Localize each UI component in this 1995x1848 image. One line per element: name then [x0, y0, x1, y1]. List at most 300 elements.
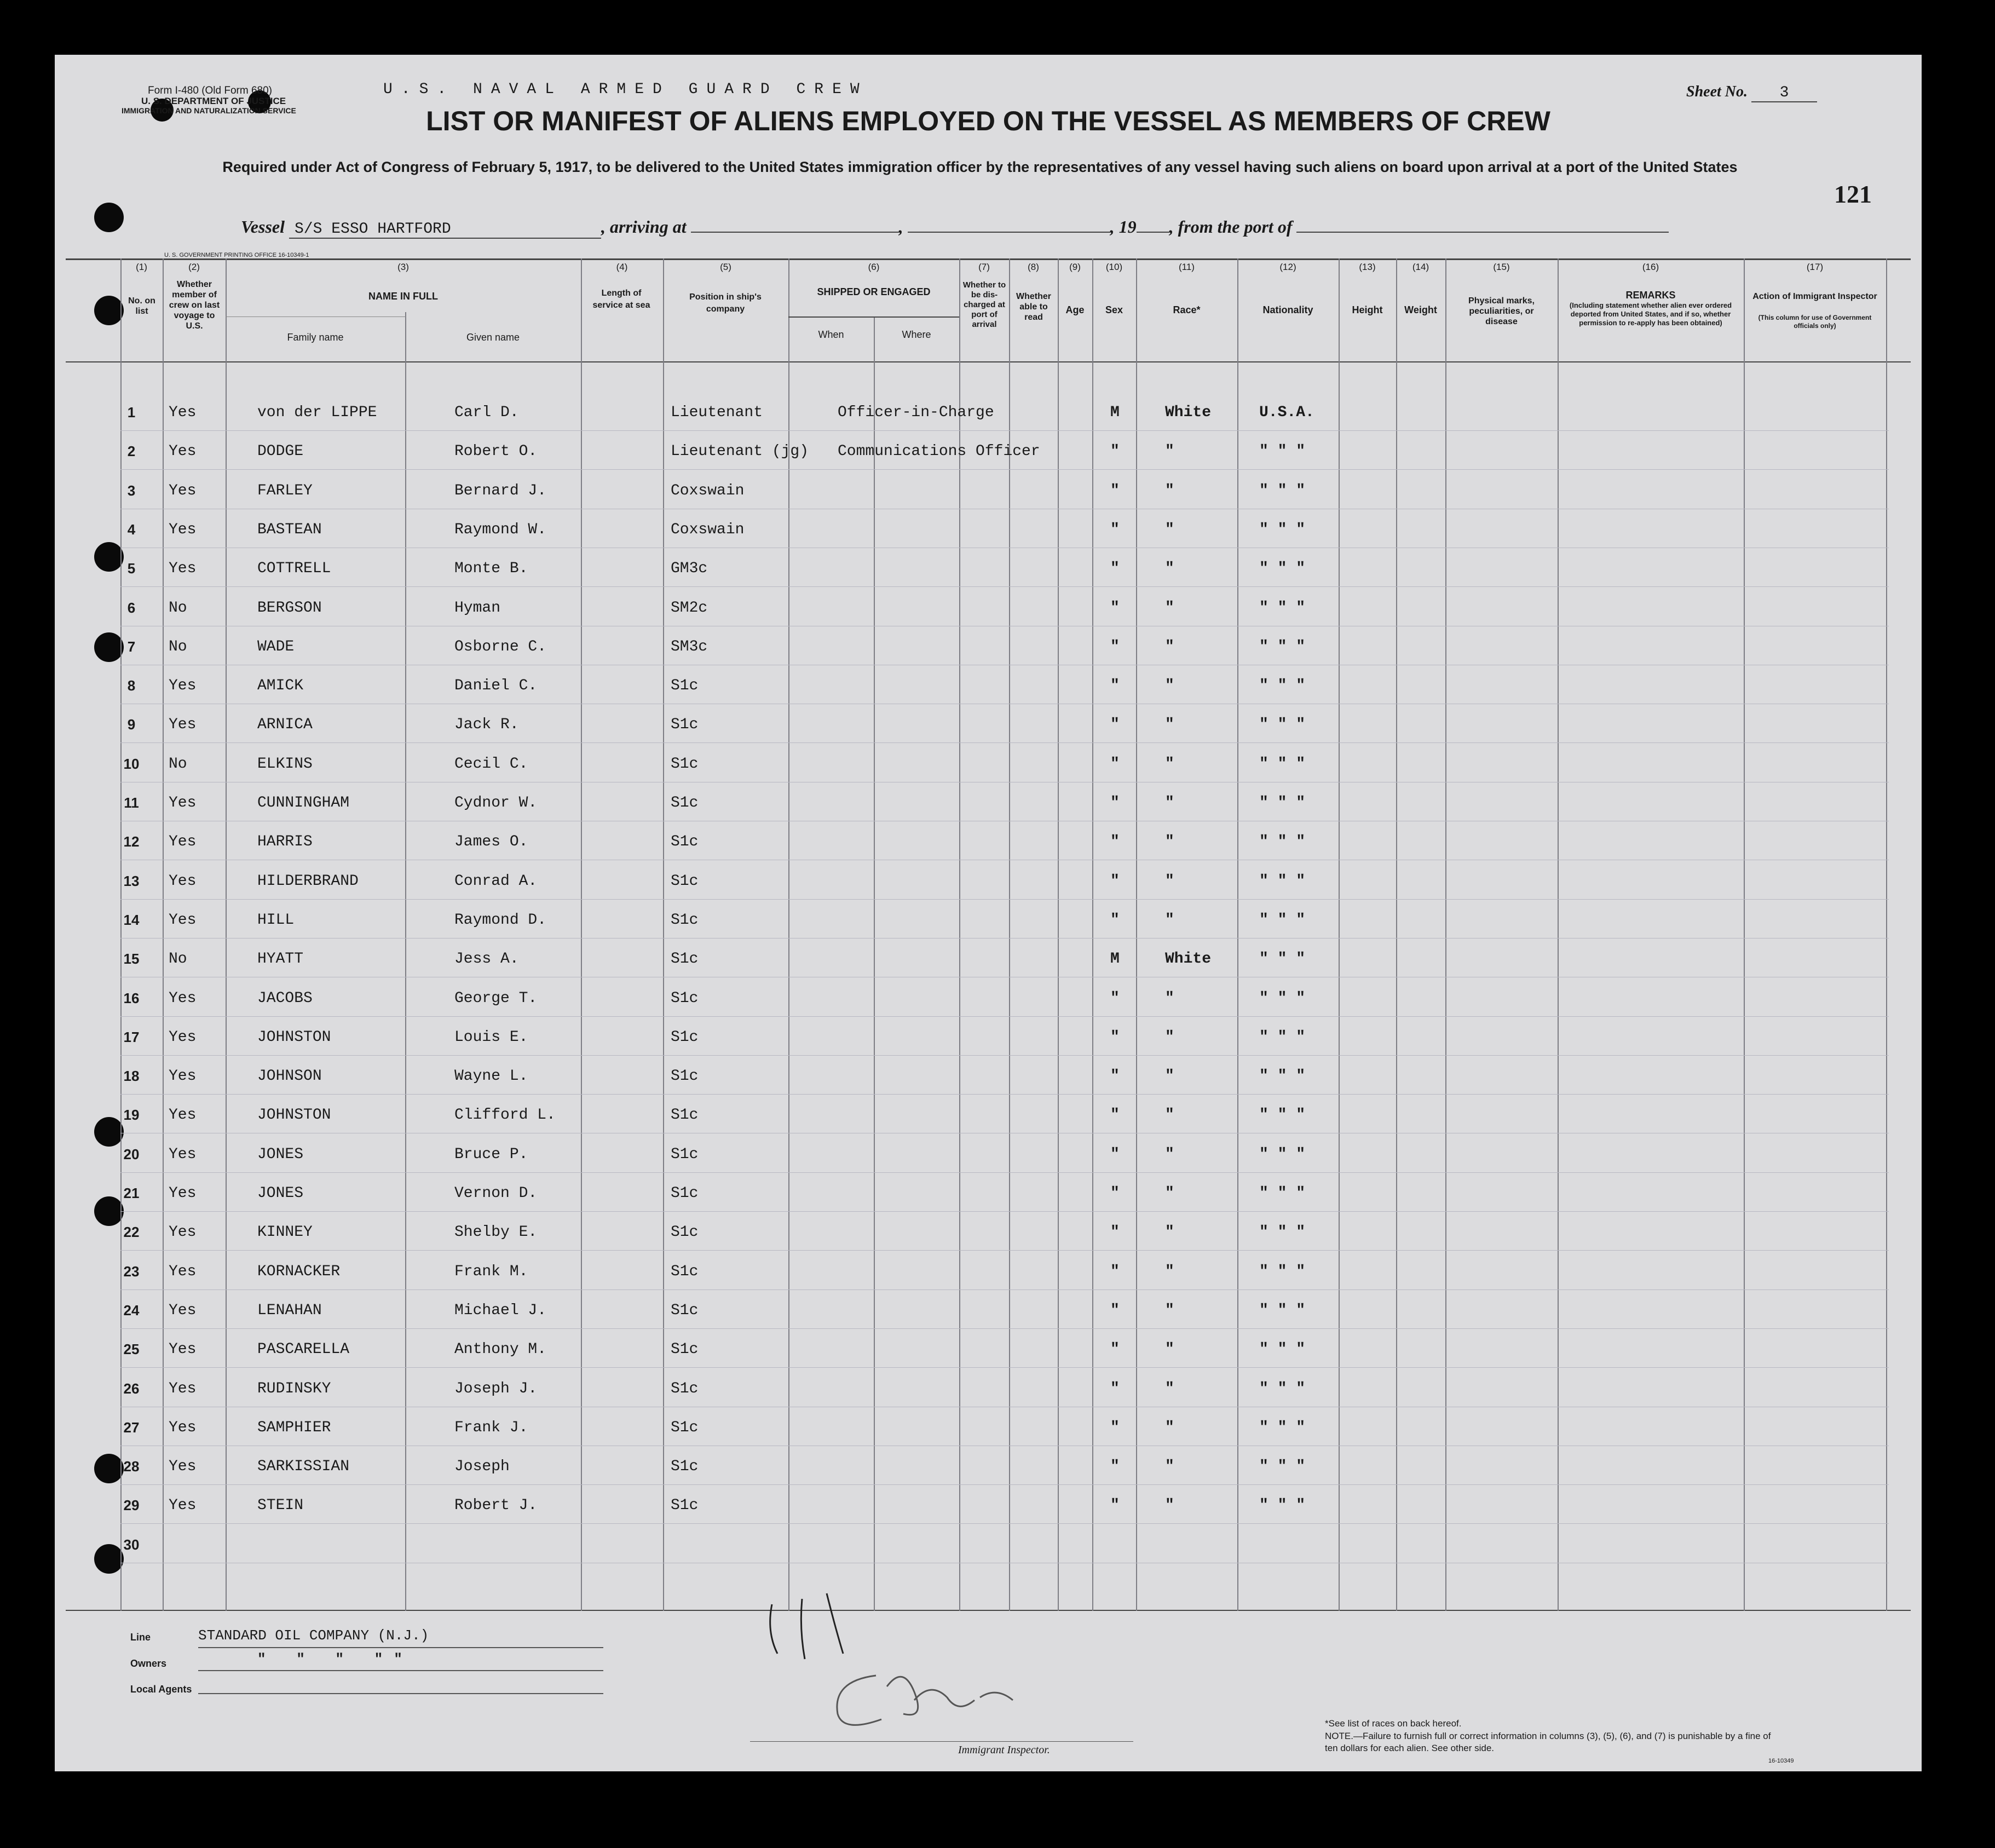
- row-number: 28: [123, 1458, 140, 1475]
- table-row: [55, 433, 1922, 473]
- col-head-no: No. on list: [128, 296, 155, 316]
- last-voyage-cell: Yes: [169, 1341, 197, 1358]
- col-num-15: (15): [1493, 262, 1510, 272]
- col-head-service: Length of service at sea: [592, 289, 650, 310]
- col-head-where: Where: [902, 329, 931, 340]
- given-name-cell: Anthony M.: [454, 1341, 547, 1358]
- sex-cell: ": [1110, 1146, 1120, 1163]
- crew-type: U.S. NAVAL ARMED GUARD CREW: [383, 81, 868, 98]
- last-voyage-cell: No: [169, 756, 187, 773]
- given-name-cell: Cydnor W.: [454, 795, 538, 811]
- last-voyage-cell: Yes: [169, 1029, 197, 1046]
- position-cell: S1c: [671, 873, 699, 890]
- col-num-10: (10): [1105, 262, 1123, 272]
- col-num-6: (6): [868, 262, 880, 272]
- nationality-cell: " " ": [1259, 795, 1306, 811]
- owners-value: " " " "": [257, 1651, 413, 1667]
- punch-hole: [94, 203, 124, 232]
- row-number: 11: [124, 795, 139, 811]
- last-voyage-cell: Yes: [169, 1380, 197, 1397]
- sex-cell: ": [1110, 1224, 1120, 1241]
- row-number: 9: [127, 716, 136, 733]
- race-cell: ": [1165, 1068, 1174, 1085]
- col-head-remarks: REMARKS: [1625, 290, 1676, 301]
- nationality-cell: " " ": [1259, 1302, 1306, 1319]
- row-number: 30: [123, 1536, 140, 1553]
- given-name-cell: Shelby E.: [454, 1224, 538, 1241]
- given-name-cell: Clifford L.: [454, 1107, 556, 1124]
- position-cell: S1c: [671, 990, 699, 1007]
- position-cell: S1c: [671, 1497, 699, 1514]
- table-row: [55, 473, 1922, 512]
- last-voyage-cell: Yes: [169, 1458, 197, 1475]
- family-name-cell: HYATT: [257, 951, 304, 968]
- last-voyage-cell: Yes: [169, 716, 197, 733]
- last-voyage-cell: Yes: [169, 404, 197, 421]
- given-name-cell: Hyman: [454, 600, 501, 617]
- table-row: [55, 550, 1922, 590]
- row-rule: [120, 742, 1889, 743]
- nationality-cell: " " ": [1259, 1497, 1306, 1514]
- shipped-cell: Communications Officer: [838, 443, 1040, 460]
- last-voyage-cell: Yes: [169, 443, 197, 460]
- nationality-cell: " " ": [1259, 1458, 1306, 1475]
- row-number: 6: [127, 600, 136, 616]
- position-cell: S1c: [671, 912, 699, 929]
- line-value: STANDARD OIL COMPANY (N.J.): [198, 1627, 429, 1644]
- last-voyage-cell: Yes: [169, 990, 197, 1007]
- table-row: [55, 824, 1922, 863]
- sex-cell: ": [1110, 443, 1120, 460]
- year-label: 19: [1118, 217, 1137, 237]
- nationality-cell: " " ": [1259, 1224, 1306, 1241]
- row-number: 23: [123, 1263, 140, 1280]
- family-name-cell: HILDERBRAND: [257, 873, 359, 890]
- col-head-when: When: [818, 329, 844, 340]
- col-num-8: (8): [1028, 262, 1039, 272]
- sex-cell: ": [1110, 1185, 1120, 1202]
- family-name-cell: KORNACKER: [257, 1263, 341, 1280]
- given-name-cell: Daniel C.: [454, 677, 538, 694]
- row-number: 18: [123, 1068, 140, 1084]
- col-num-13: (13): [1359, 262, 1376, 272]
- table-row: [55, 1058, 1922, 1097]
- inspector-signature: [739, 1582, 1177, 1763]
- sex-cell: ": [1110, 1029, 1120, 1046]
- table-row: [55, 394, 1922, 434]
- row-number: 29: [123, 1497, 140, 1513]
- row-number: 8: [127, 677, 136, 694]
- race-cell: ": [1165, 1029, 1174, 1046]
- col-head-inspector: Action of Immigrant Inspector: [1752, 292, 1877, 301]
- last-voyage-cell: Yes: [169, 482, 197, 499]
- col-num-1: (1): [136, 262, 147, 272]
- position-cell: S1c: [671, 1146, 699, 1163]
- sex-cell: ": [1110, 1068, 1120, 1085]
- nationality-cell: " " ": [1259, 638, 1306, 655]
- nationality-cell: " " ": [1259, 443, 1306, 460]
- col-head-remarks-note: (Including statement whether alien ever ordered deported from United States, and if so, whether permission to re-apply has been obtained): [1569, 301, 1732, 327]
- given-name-cell: Raymond W.: [454, 521, 547, 538]
- form-number: Form I-480 (Old Form 680): [148, 85, 272, 96]
- sex-cell: ": [1110, 990, 1120, 1007]
- nationality-cell: U.S.A.: [1259, 404, 1314, 421]
- family-name-cell: CUNNINGHAM: [257, 795, 350, 811]
- nationality-cell: " " ": [1259, 912, 1306, 929]
- sex-cell: ": [1110, 716, 1120, 733]
- table-row: [55, 1136, 1922, 1176]
- row-rule: [120, 899, 1889, 900]
- table-row: [55, 1019, 1922, 1058]
- last-voyage-cell: Yes: [169, 1302, 197, 1319]
- race-cell: ": [1165, 795, 1174, 811]
- row-number: 16: [123, 990, 140, 1006]
- col-num-12: (12): [1279, 262, 1296, 272]
- nationality-cell: " " ": [1259, 1185, 1306, 1202]
- position-cell: Coxswain: [671, 521, 745, 538]
- table-row: [55, 746, 1922, 785]
- row-number: 13: [123, 873, 140, 889]
- table-row: [55, 1331, 1922, 1371]
- race-cell: ": [1165, 716, 1174, 733]
- position-cell: S1c: [671, 716, 699, 733]
- race-cell: ": [1165, 1302, 1174, 1319]
- given-name-cell: Bernard J.: [454, 482, 547, 499]
- col-num-4: (4): [616, 262, 628, 272]
- row-number: 20: [123, 1146, 140, 1162]
- nationality-cell: " " ": [1259, 833, 1306, 850]
- row-rule: [120, 430, 1889, 431]
- table-row: [55, 980, 1922, 1020]
- sex-cell: ": [1110, 1341, 1120, 1358]
- given-name-cell: Michael J.: [454, 1302, 547, 1319]
- given-name-cell: Monte B.: [454, 560, 528, 577]
- family-name-cell: ARNICA: [257, 716, 313, 733]
- table-row: [55, 1214, 1922, 1253]
- nationality-cell: " " ": [1259, 1341, 1306, 1358]
- sex-cell: ": [1110, 600, 1120, 617]
- nationality-cell: " " ": [1259, 560, 1306, 577]
- table-row: [55, 706, 1922, 746]
- given-name-cell: Joseph J.: [454, 1380, 538, 1397]
- row-rule: [120, 1328, 1889, 1329]
- table-row: [55, 1487, 1922, 1527]
- position-cell: S1c: [671, 951, 699, 968]
- col-head-read: Whether able to read: [1016, 292, 1051, 322]
- from-port-field[interactable]: [1296, 232, 1669, 233]
- row-number: 15: [123, 951, 140, 967]
- position-cell: S1c: [671, 1107, 699, 1124]
- sheet-label: [1686, 83, 1817, 102]
- row-rule: [120, 1055, 1889, 1056]
- given-name-cell: Robert O.: [454, 443, 538, 460]
- table-head-rule: [66, 361, 1911, 362]
- col-num-17: (17): [1806, 262, 1824, 272]
- family-name-cell: HARRIS: [257, 833, 313, 850]
- page-title: LIST OR MANIFEST OF ALIENS EMPLOYED ON THE VESSEL AS MEMBERS OF CREW: [426, 106, 1550, 136]
- position-cell: S1c: [671, 1458, 699, 1475]
- given-name-cell: Bruce P.: [454, 1146, 528, 1163]
- sex-cell: ": [1110, 1380, 1120, 1397]
- arriving-date-field[interactable]: [908, 232, 1110, 233]
- last-voyage-cell: Yes: [169, 1146, 197, 1163]
- position-cell: S1c: [671, 1224, 699, 1241]
- given-name-cell: James O.: [454, 833, 528, 850]
- sheet-label-text: Sheet No.: [1686, 83, 1748, 100]
- position-cell: Coxswain: [671, 482, 745, 499]
- row-rule: [120, 1172, 1889, 1173]
- col-num-2: (2): [188, 262, 200, 272]
- col-head-weight: Weight: [1404, 304, 1437, 315]
- page-number: 121: [1834, 180, 1872, 208]
- col-head-position: Position in ship's company: [689, 292, 762, 314]
- row-rule: [120, 1016, 1889, 1017]
- inspector-label: Immigrant Inspector.: [958, 1744, 1050, 1756]
- family-name-cell: SARKISSIAN: [257, 1458, 350, 1475]
- table-row: [55, 1097, 1922, 1136]
- race-cell: ": [1165, 912, 1174, 929]
- position-cell: S1c: [671, 756, 699, 773]
- col-num-11: (11): [1179, 262, 1195, 272]
- given-name-cell: Cecil C.: [454, 756, 528, 773]
- position-cell: S1c: [671, 1263, 699, 1280]
- service-name: IMMIGRATION AND NATURALIZATION SERVICE: [122, 106, 296, 115]
- position-cell: Lieutenant (jg): [671, 443, 809, 460]
- sex-cell: ": [1110, 795, 1120, 811]
- race-cell: ": [1165, 756, 1174, 773]
- race-cell: ": [1165, 1497, 1174, 1514]
- row-number: 19: [123, 1107, 140, 1123]
- table-row: [55, 1448, 1922, 1488]
- row-number: 25: [123, 1341, 140, 1357]
- last-voyage-cell: Yes: [169, 1497, 197, 1514]
- position-cell: Lieutenant: [671, 404, 763, 421]
- row-number: 27: [123, 1419, 140, 1436]
- given-name-cell: Osborne C.: [454, 638, 547, 655]
- race-note: *See list of races on back hereof.: [1325, 1718, 1462, 1729]
- position-cell: S1c: [671, 1029, 699, 1046]
- nationality-cell: " " ": [1259, 600, 1306, 617]
- family-name-cell: AMICK: [257, 677, 304, 694]
- nationality-cell: " " ": [1259, 521, 1306, 538]
- table-row: [55, 1253, 1922, 1293]
- family-name-cell: RUDINSKY: [257, 1380, 331, 1397]
- position-cell: S1c: [671, 677, 699, 694]
- family-name-cell: JACOBS: [257, 990, 313, 1007]
- family-name-cell: FARLEY: [257, 482, 313, 499]
- last-voyage-cell: Yes: [169, 1068, 197, 1085]
- row-number: 22: [123, 1224, 140, 1240]
- col-head-discharged: Whether to be dis-charged at port of arrival: [962, 280, 1006, 329]
- position-cell: SM2c: [671, 600, 708, 617]
- given-name-cell: Frank M.: [454, 1263, 528, 1280]
- table-row: [55, 941, 1922, 980]
- last-voyage-cell: Yes: [169, 1107, 197, 1124]
- family-name-cell: JONES: [257, 1185, 304, 1202]
- family-name-cell: JOHNSTON: [257, 1107, 331, 1124]
- col-num-7: (7): [978, 262, 990, 272]
- nationality-cell: " " ": [1259, 1068, 1306, 1085]
- table-top-rule: [66, 258, 1911, 260]
- given-name-cell: Raymond D.: [454, 912, 547, 929]
- row-number: 5: [127, 560, 136, 577]
- nationality-cell: " " ": [1259, 1419, 1306, 1436]
- position-cell: S1c: [671, 1380, 699, 1397]
- nationality-cell: " " ": [1259, 873, 1306, 890]
- position-cell: SM3c: [671, 638, 708, 655]
- nationality-cell: " " ": [1259, 716, 1306, 733]
- sex-cell: ": [1110, 1263, 1120, 1280]
- table-row: [55, 1527, 1922, 1566]
- sex-cell: ": [1110, 521, 1120, 538]
- race-cell: ": [1165, 873, 1174, 890]
- position-cell: S1c: [671, 1068, 699, 1085]
- from-port-label: from the port of: [1178, 217, 1293, 237]
- position-cell: S1c: [671, 1185, 699, 1202]
- family-name-cell: HILL: [257, 912, 295, 929]
- col-head-shipped: SHIPPED OR ENGAGED: [817, 286, 931, 297]
- race-cell: White: [1165, 951, 1212, 968]
- given-name-cell: Jess A.: [454, 951, 519, 968]
- race-cell: ": [1165, 1107, 1174, 1124]
- race-cell: ": [1165, 482, 1174, 499]
- row-rule: [120, 469, 1889, 470]
- row-rule: [120, 586, 1889, 587]
- year-field[interactable]: [1137, 232, 1169, 233]
- family-name-cell: LENAHAN: [257, 1302, 322, 1319]
- race-cell: ": [1165, 600, 1174, 617]
- manifest-sheet: [55, 55, 1922, 1771]
- row-number: 2: [127, 443, 136, 459]
- nationality-cell: " " ": [1259, 1029, 1306, 1046]
- race-cell: White: [1165, 404, 1212, 421]
- col-head-race: Race*: [1173, 304, 1201, 315]
- vessel-label: Vessel: [241, 217, 285, 237]
- last-voyage-cell: Yes: [169, 521, 197, 538]
- family-name-cell: WADE: [257, 638, 295, 655]
- family-name-cell: SAMPHIER: [257, 1419, 331, 1436]
- sex-cell: ": [1110, 1302, 1120, 1319]
- race-cell: ": [1165, 1185, 1174, 1202]
- nationality-cell: " " ": [1259, 951, 1306, 968]
- given-name-cell: Robert J.: [454, 1497, 538, 1514]
- nationality-cell: " " ": [1259, 1107, 1306, 1124]
- col-head-family-name: Family name: [287, 332, 344, 343]
- row-number: 24: [123, 1302, 140, 1319]
- col-num-5: (5): [720, 262, 731, 272]
- family-name-cell: DODGE: [257, 443, 304, 460]
- last-voyage-cell: Yes: [169, 1263, 197, 1280]
- row-rule: [120, 1523, 1889, 1524]
- sex-cell: ": [1110, 1458, 1120, 1475]
- race-cell: ": [1165, 443, 1174, 460]
- race-cell: ": [1165, 1380, 1174, 1397]
- last-voyage-cell: No: [169, 951, 187, 968]
- row-number: 12: [123, 833, 140, 850]
- family-name-cell: JONES: [257, 1146, 304, 1163]
- vessel-line: Vessel S/S ESSO HARTFORD , arriving at , , 19 , from the port of: [241, 217, 1669, 239]
- race-cell: ": [1165, 1341, 1174, 1358]
- family-name-cell: KINNEY: [257, 1224, 313, 1241]
- family-name-cell: BERGSON: [257, 600, 322, 617]
- punch-hole: [94, 296, 124, 325]
- col-head-age: Age: [1065, 304, 1085, 315]
- col-head-inspector-note: (This column for use of Government officials only): [1758, 314, 1872, 330]
- row-rule: [120, 1289, 1889, 1290]
- race-cell: ": [1165, 560, 1174, 577]
- position-cell: S1c: [671, 1302, 699, 1319]
- row-rule: [120, 938, 1889, 939]
- col-head-nationality: Nationality: [1262, 304, 1313, 315]
- row-rule: [120, 1367, 1889, 1368]
- sex-cell: M: [1110, 951, 1120, 968]
- nationality-cell: " " ": [1259, 1146, 1306, 1163]
- family-name-cell: COTTRELL: [257, 560, 331, 577]
- col-head-sex: Sex: [1105, 304, 1123, 315]
- given-name-cell: Louis E.: [454, 1029, 528, 1046]
- row-rule: [120, 1094, 1889, 1095]
- given-name-cell: Wayne L.: [454, 1068, 528, 1085]
- family-name-cell: von der LIPPE: [257, 404, 377, 421]
- race-cell: ": [1165, 638, 1174, 655]
- vessel-name: S/S ESSO HARTFORD: [289, 221, 601, 239]
- sex-cell: ": [1110, 1419, 1120, 1436]
- race-cell: ": [1165, 1146, 1174, 1163]
- last-voyage-cell: Yes: [169, 560, 197, 577]
- family-name-cell: ELKINS: [257, 756, 313, 773]
- race-cell: ": [1165, 833, 1174, 850]
- last-voyage-cell: Yes: [169, 677, 197, 694]
- race-cell: ": [1165, 1458, 1174, 1475]
- position-cell: S1c: [671, 1341, 699, 1358]
- table-row: [55, 667, 1922, 707]
- arriving-port-field[interactable]: [691, 232, 899, 233]
- col-head-name: NAME IN FULL: [368, 291, 438, 302]
- sex-cell: ": [1110, 833, 1120, 850]
- nationality-cell: " " ": [1259, 677, 1306, 694]
- sex-cell: ": [1110, 873, 1120, 890]
- agents-label: Local Agents: [130, 1684, 192, 1695]
- sex-cell: ": [1110, 756, 1120, 773]
- col-num-16: (16): [1642, 262, 1659, 272]
- last-voyage-cell: Yes: [169, 1185, 197, 1202]
- nationality-cell: " " ": [1259, 756, 1306, 773]
- row-number: 26: [123, 1380, 140, 1397]
- family-name-cell: PASCARELLA: [257, 1341, 350, 1358]
- given-name-cell: Conrad A.: [454, 873, 538, 890]
- row-number: 4: [127, 521, 136, 538]
- position-cell: S1c: [671, 795, 699, 811]
- table-row: [55, 785, 1922, 824]
- race-cell: ": [1165, 1419, 1174, 1436]
- sex-cell: ": [1110, 677, 1120, 694]
- department-name: U. S. DEPARTMENT OF JUSTICE: [141, 96, 286, 106]
- last-voyage-cell: Yes: [169, 1224, 197, 1241]
- col-head-last-voyage: Whether member of crew on last voyage to U.S.: [169, 280, 220, 331]
- table-row: [55, 1175, 1922, 1214]
- position-cell: S1c: [671, 1419, 699, 1436]
- table-row: [55, 1371, 1922, 1410]
- nationality-cell: " " ": [1259, 1263, 1306, 1280]
- family-name-cell: STEIN: [257, 1497, 304, 1514]
- last-voyage-cell: Yes: [169, 873, 197, 890]
- race-cell: ": [1165, 1263, 1174, 1280]
- sex-cell: ": [1110, 638, 1120, 655]
- line-label: Line: [130, 1632, 151, 1643]
- sheet-number: 3: [1751, 84, 1817, 102]
- given-name-cell: Frank J.: [454, 1419, 528, 1436]
- row-number: 10: [123, 756, 140, 772]
